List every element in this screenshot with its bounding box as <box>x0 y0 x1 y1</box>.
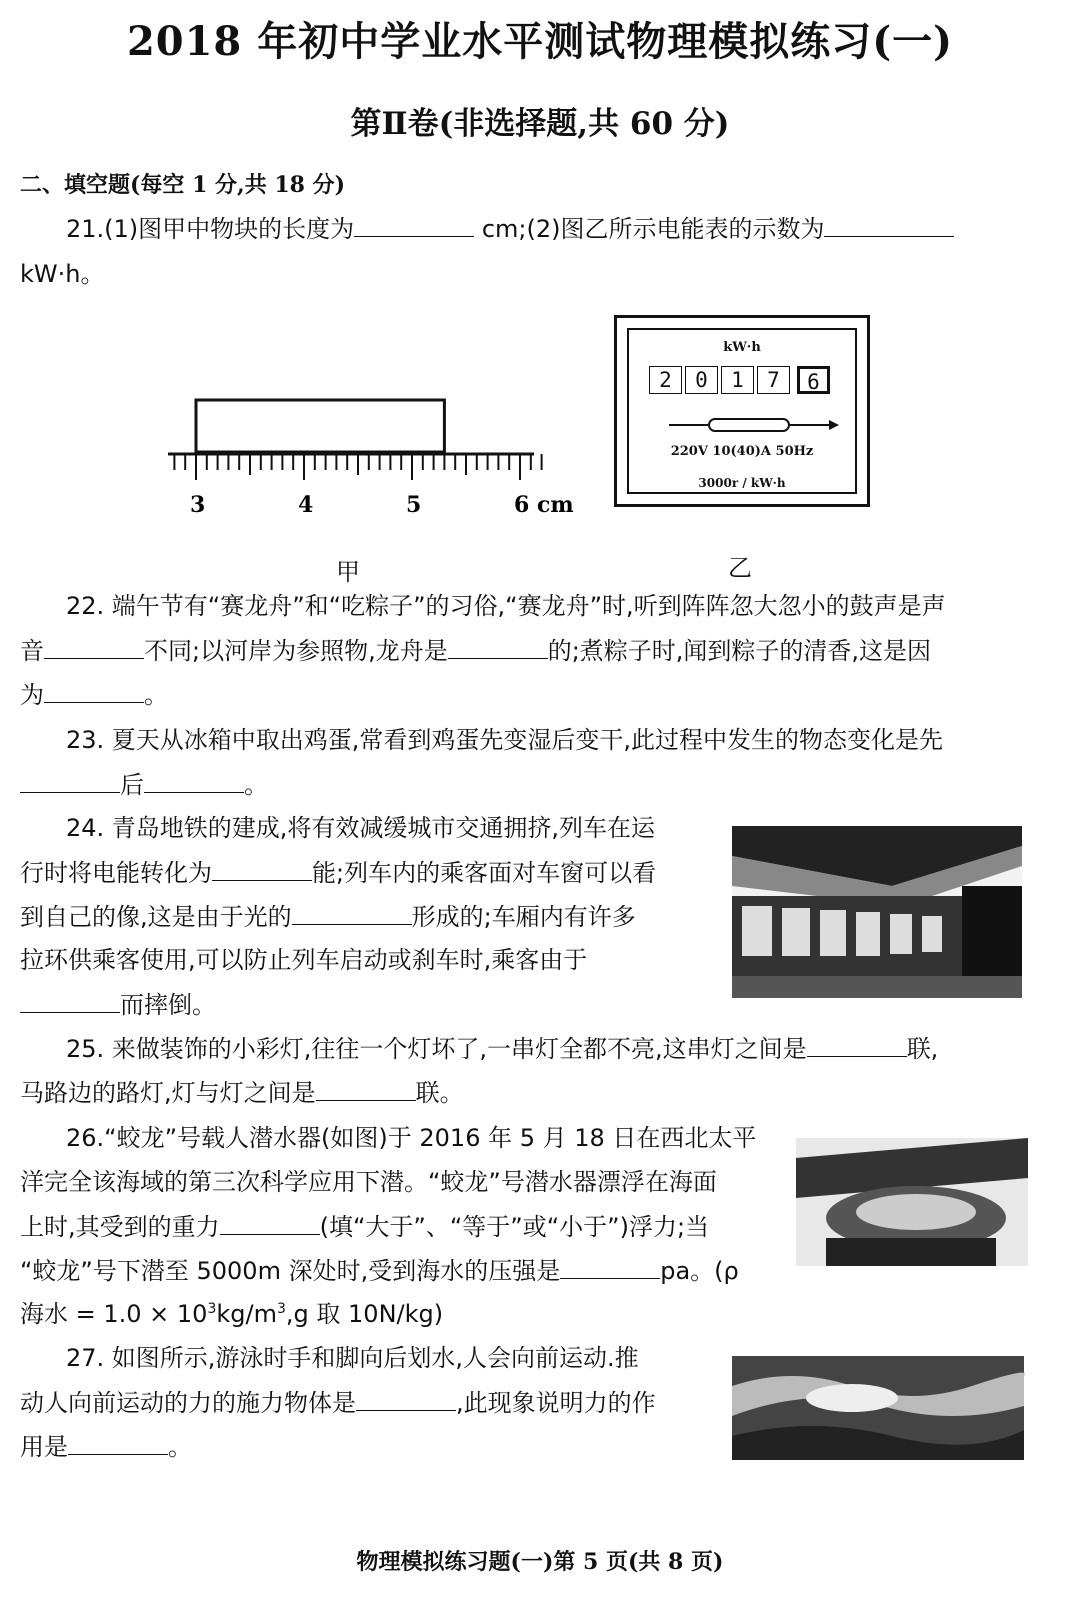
q25-text: 联, <box>906 1035 939 1063</box>
question-22-line-2 <box>20 628 1050 673</box>
q25-text: 联。 <box>415 1079 464 1107</box>
meter-unit: kW·h <box>723 340 761 355</box>
q26-text: kg/m <box>216 1300 277 1328</box>
question-27-line-1: 27. 如图所示,游泳时手和脚向后划水,人会向前运动.推 <box>66 1344 639 1372</box>
page-footer: 物理模拟练习题(一)第 5 页(共 8 页) <box>356 1549 724 1575</box>
question-26-line-4 <box>20 1248 800 1293</box>
question-26-line-1: 26.“蛟龙”号载人潜水器(如图)于 2016 年 5 月 18 日在西北太平 <box>66 1124 757 1152</box>
q21-blank-length[interactable] <box>354 206 474 237</box>
meter-digit: 2 <box>649 366 682 394</box>
q27-text: 。 <box>168 1433 192 1461</box>
ruler-tick-label: 6 cm <box>514 492 574 518</box>
q26-superscript: 3 <box>207 1301 217 1317</box>
q26-text: (填“大于”、“等于”或“小于”)浮力;当 <box>319 1213 710 1241</box>
q23-blank-2[interactable] <box>144 762 244 793</box>
q24-text: 行时将电能转化为 <box>20 859 212 887</box>
q22-text: 的;煮粽子时,闻到粽子的清香,这是因 <box>547 637 932 665</box>
q24-text: 形成的;车厢内有许多 <box>411 903 636 931</box>
q24-text: 能;列车内的乘客面对车窗可以看 <box>312 859 657 887</box>
q23-text: 后 <box>120 771 144 799</box>
meter-digit: 1 <box>721 366 754 394</box>
q26-text: ,g 取 10N/kg) <box>285 1300 444 1328</box>
q21-text-1: 21.(1)图甲中物块的长度为 <box>66 215 355 243</box>
q26-blank-1[interactable] <box>220 1204 320 1235</box>
ruler-tick-label: 3 <box>190 492 206 518</box>
question-26-line-2: 洋完全该海域的第三次科学应用下潜。“蛟龙”号潜水器漂浮在海面 <box>20 1168 717 1196</box>
q25-blank-2[interactable] <box>316 1070 416 1101</box>
ruler-tick-label: 5 <box>406 492 422 518</box>
submersible-image <box>796 1138 1028 1266</box>
q21-text-2: cm;(2)图乙所示电能表的示数为 <box>481 215 825 243</box>
question-25-line-1 <box>20 1026 1050 1071</box>
q25-text: 25. 来做装饰的小彩灯,往往一个灯坏了,一串灯全都不亮,这串灯之间是 <box>66 1035 807 1063</box>
meter-digit-decimal: 6 <box>797 366 830 394</box>
q24-text: 到自己的像,这是由于光的 <box>20 903 292 931</box>
q26-superscript: 3 <box>276 1301 286 1317</box>
meter-digit: 0 <box>685 366 718 394</box>
question-24-line-5 <box>20 982 216 1027</box>
question-24-line-4: 拉环供乘客使用,可以防止列车启动或刹车时,乘客由于 <box>20 946 588 974</box>
swimmer-photo <box>732 1356 1024 1460</box>
q23-text: 。 <box>244 771 268 799</box>
q22-text: 为 <box>20 681 44 709</box>
question-26-line-3 <box>20 1204 790 1249</box>
ruler-labels <box>190 492 574 518</box>
q26-text: 海水 = 1.0 × 10 <box>20 1300 208 1328</box>
question-26-line-5 <box>20 1292 443 1336</box>
meter-panel <box>627 328 857 494</box>
meter-revolutions: 3000r / kW·h <box>698 476 786 490</box>
paper-subtitle: 第Ⅱ卷(非选择题,共 60 分) <box>350 106 730 142</box>
question-27-line-3 <box>20 1424 192 1469</box>
question-24-line-1: 24. 青岛地铁的建成,将有效减缓城市交通拥挤,列车在运 <box>66 814 656 842</box>
question-21 <box>20 206 1035 251</box>
q22-text: 不同;以河岸为参照物,龙舟是 <box>144 637 448 665</box>
q26-text: 上时,其受到的重力 <box>20 1213 220 1241</box>
meter-digits <box>649 366 833 394</box>
q26-text: pa。(ρ <box>660 1257 739 1285</box>
q27-text: ,此现象说明力的作 <box>456 1389 656 1417</box>
question-27-line-2 <box>20 1380 720 1425</box>
q22-blank-1[interactable] <box>44 628 144 659</box>
section-heading: 二、填空题(每空 1 分,共 18 分) <box>20 172 346 198</box>
question-24-line-3 <box>20 894 720 939</box>
q25-text: 马路边的路灯,灯与灯之间是 <box>20 1079 316 1107</box>
question-25-line-2 <box>20 1070 464 1115</box>
q22-text: 。 <box>144 681 168 709</box>
q27-text: 动人向前运动的力的施力物体是 <box>20 1389 356 1417</box>
swimmer-image <box>732 1356 1024 1460</box>
q24-blank-1[interactable] <box>212 850 312 881</box>
q27-text: 用是 <box>20 1433 68 1461</box>
q25-blank-1[interactable] <box>807 1026 907 1057</box>
figure-label-jia: 甲 <box>336 558 360 586</box>
subway-image <box>732 826 1022 998</box>
q27-blank-2[interactable] <box>68 1424 168 1455</box>
ruler-figure <box>160 390 574 530</box>
q24-blank-2[interactable] <box>292 894 412 925</box>
question-23-line-1: 23. 夏天从冰箱中取出鸡蛋,常看到鸡蛋先变湿后变干,此过程中发生的物态变化是先 <box>66 726 944 754</box>
meter-disc-icon <box>669 416 839 434</box>
q24-text: 而摔倒。 <box>120 991 216 1019</box>
q26-text: “蛟龙”号下潜至 5000m 深处时,受到海水的压强是 <box>20 1257 561 1285</box>
meter-digit: 7 <box>757 366 790 394</box>
question-22-line-1: 22. 端午节有“赛龙舟”和“吃粽子”的习俗,“赛龙舟”时,听到阵阵忽大忽小的鼓声是声 <box>66 592 946 620</box>
q22-blank-2[interactable] <box>448 628 548 659</box>
measured-block <box>196 400 444 452</box>
q24-blank-3[interactable] <box>20 982 120 1013</box>
meter-spec: 220V 10(40)A 50Hz <box>670 444 814 459</box>
q26-blank-2[interactable] <box>560 1248 660 1279</box>
submersible-photo <box>796 1138 1028 1266</box>
question-24-line-2 <box>20 850 720 895</box>
ruler-tick-label: 4 <box>298 492 314 518</box>
q22-text: 音 <box>20 637 44 665</box>
electricity-meter <box>614 315 870 507</box>
ruler-ticks <box>174 454 541 480</box>
page-title: 2018 年初中学业水平测试物理模拟练习(一) <box>126 18 954 65</box>
figure-label-yi: 乙 <box>728 554 752 582</box>
question-23-line-2 <box>20 762 268 807</box>
q23-blank-1[interactable] <box>20 762 120 793</box>
ruler-diagram <box>160 390 574 530</box>
q27-blank-1[interactable] <box>356 1380 456 1411</box>
question-22-line-3 <box>20 672 168 717</box>
subway-photo <box>732 826 1022 998</box>
q22-blank-3[interactable] <box>44 672 144 703</box>
q21-blank-meter[interactable] <box>824 206 954 237</box>
q21-unit: kW·h。 <box>20 260 105 288</box>
